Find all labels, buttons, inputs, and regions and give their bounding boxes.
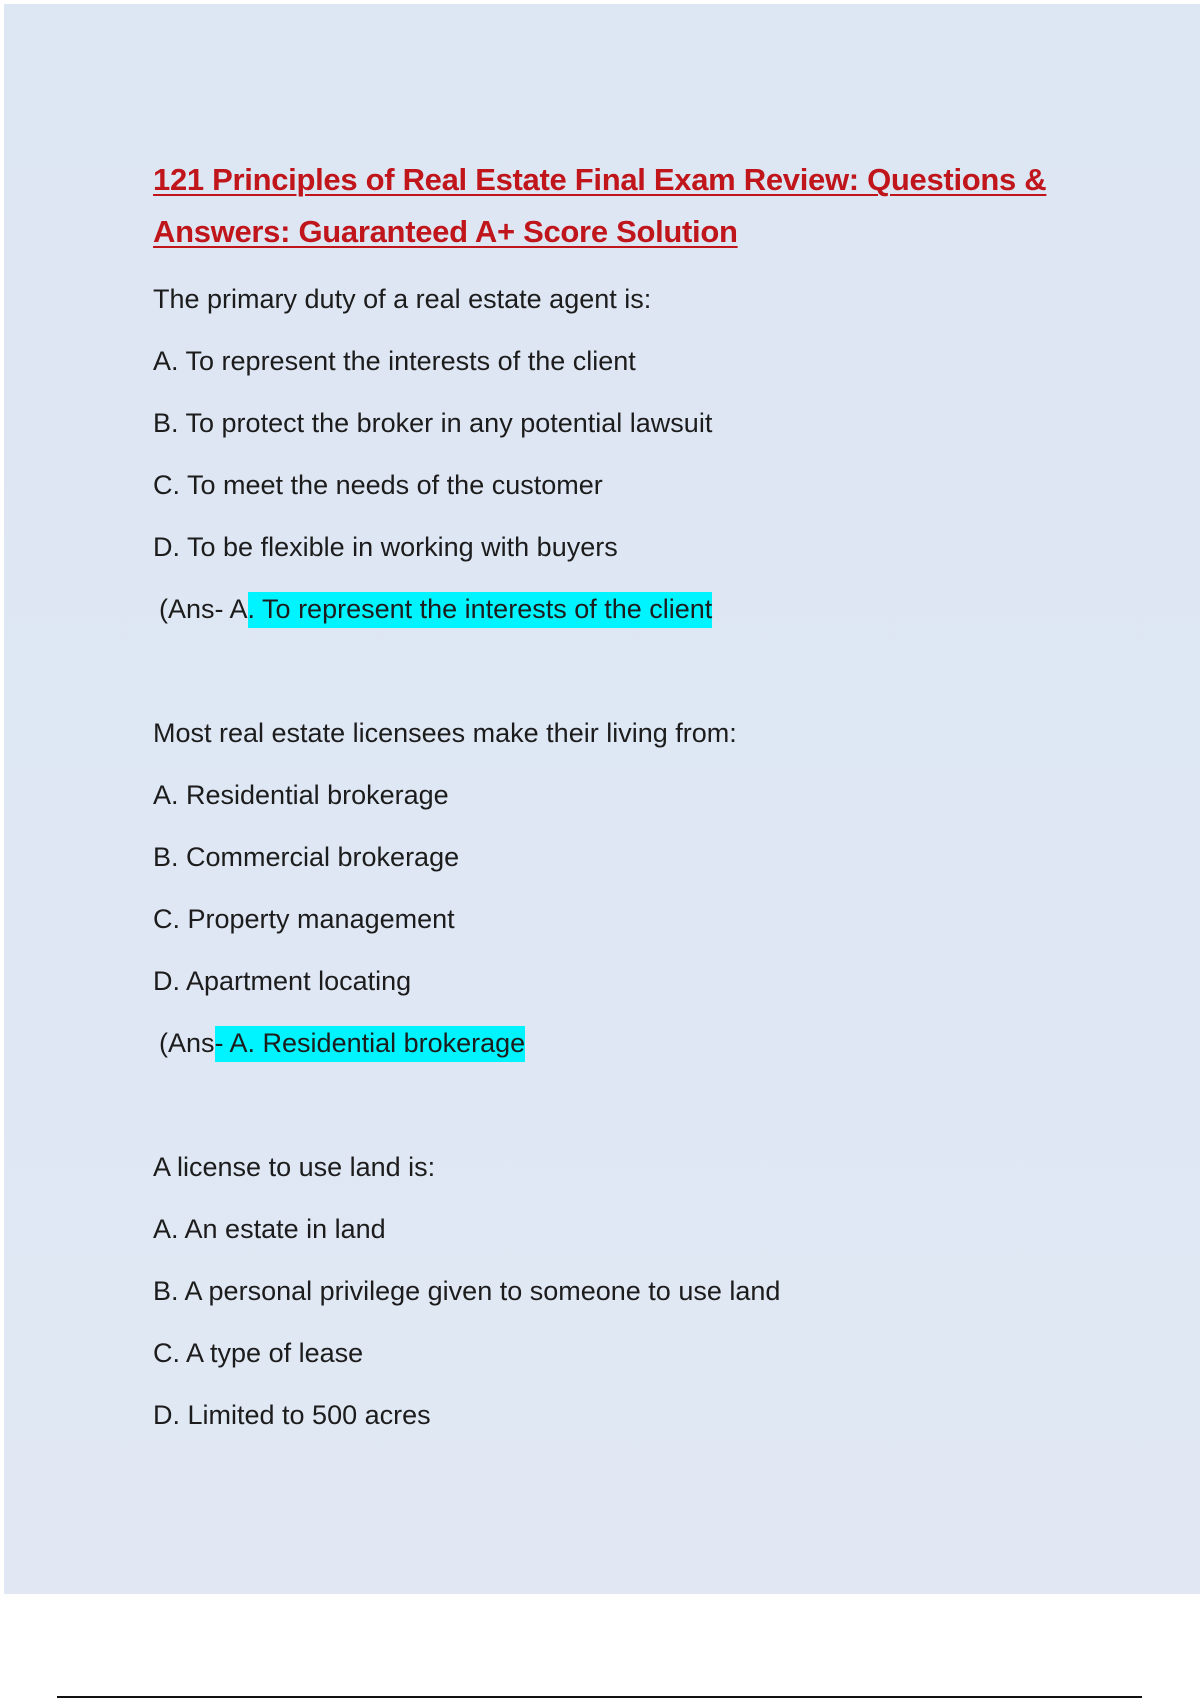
option-b: B. Commercial brokerage — [153, 842, 460, 872]
answer-prefix: (Ans- A — [159, 594, 248, 624]
option-c: C. A type of lease — [153, 1338, 364, 1368]
answer-line — [153, 1012, 1113, 1074]
option-d: D. To be flexible in working with buyers — [153, 532, 618, 562]
answer-prefix: (Ans — [159, 1028, 215, 1058]
question-text: The primary duty of a real estate agent is: — [153, 284, 652, 314]
option-d: D. Limited to 500 acres — [153, 1400, 431, 1430]
document-content — [153, 154, 1113, 1446]
question-2 — [153, 702, 1113, 1074]
question-gap — [153, 1074, 1113, 1136]
option-d: D. Apartment locating — [153, 966, 412, 996]
question-3 — [153, 1136, 1113, 1446]
title-line-2: Answers: Guaranteed A+ Score Solution — [153, 214, 738, 249]
answer-highlight: . To represent the interests of the client — [248, 592, 713, 628]
question-gap — [153, 640, 1113, 702]
answer-highlight: - A. Residential brokerage — [215, 1026, 526, 1062]
question-text: A license to use land is: — [153, 1152, 436, 1182]
option-a: A. Residential brokerage — [153, 780, 449, 810]
question-text: Most real estate licensees make their living from: — [153, 718, 737, 748]
option-b: B. To protect the broker in any potential lawsuit — [153, 408, 713, 438]
document-title — [153, 154, 1113, 258]
question-1 — [153, 268, 1113, 640]
option-a: A. An estate in land — [153, 1214, 386, 1244]
title-line-1: 121 Principles of Real Estate Final Exam Review: Questions & — [153, 162, 1047, 197]
option-c: C. To meet the needs of the customer — [153, 470, 603, 500]
option-b: B. A personal privilege given to someone to use land — [153, 1276, 781, 1306]
page-sheet — [4, 4, 1200, 1594]
footer-divider — [57, 1696, 1142, 1698]
option-a: A. To represent the interests of the client — [153, 346, 636, 376]
answer-line — [153, 578, 1113, 640]
option-c: C. Property management — [153, 904, 455, 934]
